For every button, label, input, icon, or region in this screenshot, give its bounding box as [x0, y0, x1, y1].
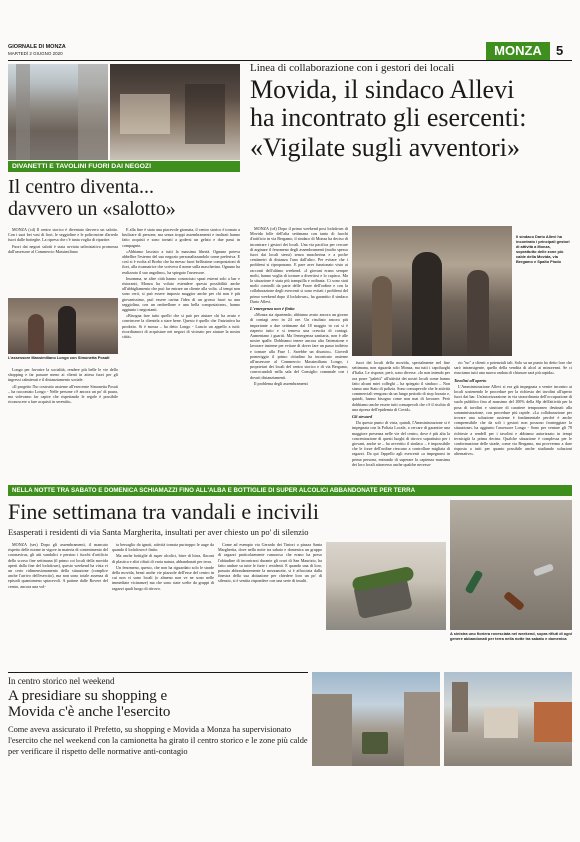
- main-col2-subhead: Gli steward: [352, 414, 373, 420]
- vandali-col3-para1: Come ad esempio via Gerardo dei Tintori o piazza Santa Margherita, dove nella notte tra sabato e domenica un gruppo di ragazzi particolarmente rumoroso che erano ha preso l'abitudine di incontrarsi durante gli orari di San Maurizio, ha fatto andare su tutte le furie i residenti. E quando una di loro, passata abbondantemente la mezzanotte, si è affacciata dalla finestra della sua abitazione per chiedere loro un po' di silenzio, si è sentita rispondere con una serie di insulti.: [218, 542, 322, 584]
- main-col1-subhead: L'emergenza non è finita: [250, 306, 295, 312]
- shopping-body: Come aveva assicurato il Prefetto, su shopping e Movida a Monza ha supervisionato l'esercito che nel weekend con la camionetta ha girato il centro storico e le zone più calde per verificare il rispetto delle normative anti-contagio: [8, 725, 308, 756]
- divani-col2-para3: Insomma, se altre città hanno conosciuto spazi esterni solo a bar e ristoranti, Monza ha voluto estendere questa possibilità anche all'abbigliamento che può far entrare un cliente alla volta. «I tempi non sono certi, si può essere imposto maggior anche per chi non è più giovanissimo, può essere carina l'idea di un grosso fuori su una seggiolina, con un ombrellone e una bella composizione», hanno aggiunto i negozianti.: [122, 275, 240, 313]
- assessore-photo: [8, 298, 118, 354]
- vandali-col1-para1: MONZA (ses) Dopo gli assembramenti, il mancato rispetto delle norme in vigore in materia di contenimento del coronavirus, gli atti vandalici e persino i fuochi d'artificio dello scorso fine settimana (il primo coi locali della movida aperti dalla fine del lockdown), questo weekend ha vista vi un certo ridimensionamento della situazione (complice anche l'arrivo dell'esercito), ma non sono totale assenza di episodi quantomeno spiacevoli. A patirne dalle Rovere del centro, ancora una vol-: [8, 542, 108, 589]
- vandali-deck: Esasperati i residenti di via Santa Margherita, insultati per aver chiesto un po' di silenzio: [8, 527, 309, 537]
- divani-col1-para1: MONZA (cd) Il centro storico è diventato davvero un salotto. Con i suoi bei vasi di fiori, le seggioline e le poltroncine d'arredo fuori dalle botteghe. La ripresa che c'è tanta voglia di ripartire.: [8, 227, 118, 243]
- main-column-1: [250, 226, 348, 480]
- section-tag: [486, 42, 550, 60]
- rifiuti-photo: [450, 500, 572, 630]
- divani-col1-para4: «Il progetto l'ho costruito assieme all'esercente Simonetta Posati – ha raccontato Longo - Nelle persone c'è ancora un po' di paura, ma volevamo far capire che rispettando le regole è possibile riconoscere a fare acquisti in serenità».: [8, 383, 118, 405]
- divani-col1-para2: Fuori dai negozi salotti è stata avviata un'iniziativa promossa dall'assessore al Commercio Massimiliano: [8, 243, 118, 254]
- main-column-3: [454, 360, 572, 480]
- vandali-col2-para1: ta bersaglio da ignoti, attività tornata purtroppo le auge da quando il lockdown è finito.: [112, 542, 214, 553]
- shopping-box: [8, 672, 308, 673]
- main-col1-para2: «Monza sta ripartendo, abbiamo avuto ancora un giorno di contagi zero in 24 ore. Un risultato ancora più importante a due settimane dal 18 maggio in cui si è riaperto tutto e si temeva una crescita di contagi. Aumentano i guariti. Ma l'emergenza sanitaria, non è alle nostre spalle. Dobbiamo tenere ancora alta l'attenzione e lavorare insieme per evitare di dover fare un passo indietro e tornare alla Fase 1. Sarebbe un disastro». Giovedì pomeriggio il primo cittadino ha incontrato assieme all'assessore al Commercio Massimiliano Longo, i proprietari dei locali del centro storico e di via Bergamo, convocandoli nella sala del Consiglio comunale con i dovuti distanziamenti.: [250, 312, 348, 380]
- shopping-headline-1: A presidiare su shopping e: [8, 688, 168, 704]
- main-col2-para1: fuori dei locali della movida, specialmente nel fine settimana, non riguarda solo Monza, ma tutti i capoluoghi d'Italia. Le risposte, però, sono diverse. «Io non intendo per ora porre "paletti" all'attività dei nostri locali come hanno fatto alcuni miei colleghi – ha spiegato il sindaco – Non siamo uno Stato di polizia. Sono consapevole che le attività commerciali vengono da un lungo periodo di stop forzato e, quindi, hanno bisogno come non mai di lavorare. Però dobbiamo anche essere tutti consapevoli che c'è il rischio di una ripresa dell'epidemia di Covid».: [352, 360, 450, 412]
- shop-photo: [110, 64, 240, 160]
- main-kicker: Linea di collaborazione con i gestori dei locali: [250, 62, 455, 74]
- main-col3-para1: rio "no" a clienti o potenziali tali. Solo su un punto ho detto loro che sarò intransigente, quello della vendita di alcol ai minorenni. Se ci riusciamo tutti una nuova ondata di chiusure sarà più rapida».: [454, 360, 572, 376]
- divani-column-2: [122, 227, 240, 479]
- main-col1-para3: Il problema degli assembramenti: [254, 380, 308, 386]
- main-col3-subhead: Tavolini all'aperto: [454, 377, 487, 383]
- divani-col2-para4: «Bisogna fare tutto quello che si può per aiutare chi ha avuto e convincere la clientela a stare bene. Questo è quello che l'iniziativa ha prodotto. Si è mossa – ha detto Longo - Lancio un appello a tutti: ricordiamoci di acquistare nei negozi di vicinato per aiutare la nostra città».: [122, 313, 240, 340]
- divani-col2-para2: «Abbiamo lasciato a tutti la massima libertà. Ognuno poteva abbellire l'esterno del suo negozio personalizzandolo come preferiva. E così si è svolta al Borbo che ha messo fuori bellissime composizioni di fiori, alla ricamatrice che scriveva il nome sulla mascherina. Ognuno ha realizzato il suo angolino», ha spiegato l'assessore.: [122, 248, 240, 275]
- divani-column-1b: [8, 367, 118, 479]
- divani-headline-2: davvero un «salotto»: [8, 198, 176, 220]
- issue-date: MARTEDÌ 2 GIUGNO 2020: [8, 51, 63, 56]
- section-label: MONZA: [494, 43, 542, 58]
- paper-name: GIORNALE DI MONZA: [8, 44, 66, 50]
- army-street-photo: [312, 672, 440, 766]
- meeting-photo-caption: Il sindaco Dario Allevi ha incontrato i principali gestori di attività a Monza, soprattutto delle zone più calde della Movida, via Bergamo e Spalto Piodo: [516, 234, 570, 264]
- header-bar: [8, 42, 572, 61]
- vandali-photo-caption: A sinistra uno fioriera rovesciata nel weekend, sopra rifiuti di ogni genere abbandonati per terra nella notte tra sabato e domenica: [450, 631, 573, 641]
- meeting-photo: [352, 226, 512, 356]
- divani-headline-1: Il centro diventa...: [8, 176, 155, 198]
- vandali-column-1: [8, 542, 108, 670]
- fioriera-photo: [326, 542, 446, 630]
- vandali-col2-para2: Ma anche bottiglie di super alcolici, birre di birra, flaconi di plastica e altri rifiuti di varia natura, abbandonati per terra.: [112, 553, 214, 564]
- divani-col2-para1: E alla fine è stata una piacevole giornata, il centro storico è tornato a brulicare di persone, ma senza troppi assembramenti e inoltrati hanno fatto acquisti e sono tornati a godersi un gelato e due passi in compagnia.: [122, 227, 240, 248]
- vandali-col2-para3: Un fenomeno, questo, che non ha riguardato solo le strade della movida, bensì anche vie piazzole dell'esse del centro in cui non vi sono locali (o almeno non ve ne sono nelle immediate vicinanze) ma che sono state scelte da gruppi di ragazzi quali luogo di ritrovo.: [112, 564, 214, 591]
- vandali-column-2: [112, 542, 214, 670]
- main-headline-2: ha incontrato gli esercenti:: [250, 103, 527, 132]
- divani-kicker-bar: [8, 161, 240, 172]
- divani-kicker: DIVANETTI E TAVOLINI FUORI DAI NEGOZI: [12, 163, 151, 170]
- main-col1-para1: MONZA (cd) Dopo il primo weekend post lockdown di Movida folle dell'alta settimana con tanto di fuochi d'artificio in via Bergamo, il sindaco di Monza ha deciso di incontrare i gestori dei locali. Una via pacifica per cercare di arginare il fenomeno degli assembramenti (molto spesso fuori dai locali stessi) senza mascherina e a poche centimetri di distanza l'uno dall'altro. Per evitare che i problemi si riproponano. E pare aver funzionato visto ai racconti dell'ultimo weekend. «I giovani erano sempre molti, hanno voglia di tornare a divertirsi e lo capisco. Ma la situazione è stata più tranquilla e ordinata. Ci sono stati molti controlli da parte delle Forze dell'ordine e con la collaborazione degli esercenti si sono evitati i problemi del primo weekend dopo il lockdown», ha garantito il sindaco Dario Allevi.: [250, 226, 348, 304]
- vandali-kicker: NELLA NOTTE TRA SABATO E DOMENICA SCHIAMAZZI FINO ALL'ALBA E BOTTIGLIE DI SUPER ALCOLICI ABBANDONATE PER TERRA: [12, 487, 416, 494]
- street-photo: [8, 64, 108, 160]
- main-col3-para2: L'Amministrazione Allevi si era già impegnata a venire incontro ai locali sostenendo le procedure per la richiesta dei tavolini all'aperto fuori dai bar. Un'autorizzazione in via straordinaria dell'occupazione di suolo pubblico fino al massimo del 100% della Slp dell'attività per la posa di tavolini e strutture di carattere temporaneo destinati alla somministrazione, con procedure più rapide. «La collaborazione per trovare una soluzione assieme è fondamentale perché è anche comprensibile che da soli i gestori non possono fronteggiare la situazione» ha aggiunto l'assessore Longo - Sono per ventare gli 78 richieste a rendell per i tavolini e abbiamo autorizzato in tempi tecnicigià la prima decina. Qualche situazione è complessa per le conformazione delle strade, come via Bergamo, ma provvermo a dare risposta a tutti per quanto possibile anche studiando soluzioni alternative».: [454, 383, 572, 457]
- main-col2-para2: Da questo punto di vista, quindi, l'Amministrazione si è impegnata con la Polizia Locale, a cercare di garantire una maggiore presenza nelle vie del centro, dove è più alta la concentrazione di questi luoghi di ritrovo soprattutto per i giovani, anche se – ha avvertito il sindaco – è impossibile che le forze dell'ordine riescano a controllare migliaia di ragazzi. Da qui l'appello agli esercenti «a impegnarsi in prima persona, entrando di superare la capienza massima dei loro locali attraverso anche qualche necessa-: [352, 420, 450, 467]
- assessore-photo-caption: L'assessore Massimiliano Longo con Simonetta Posati: [8, 355, 110, 360]
- main-headline-1: Movida, il sindaco Allevi: [250, 75, 515, 104]
- piazza-photo: [444, 672, 572, 766]
- vandali-kicker-band: [8, 485, 572, 496]
- vandali-headline: Fine settimana tra vandali e incivili: [8, 499, 319, 524]
- divani-column-1: [8, 227, 118, 296]
- page-number: 5: [556, 43, 564, 58]
- shopping-headline-2: Movida c'è anche l'esercito: [8, 704, 171, 720]
- shopping-kicker: In centro storico nel weekend: [8, 676, 115, 686]
- vandali-column-3: [218, 542, 322, 670]
- main-headline-3: «Vigilate sugli avventori»: [250, 133, 520, 162]
- main-column-2: [352, 360, 450, 480]
- divani-col1-para3: Longo per favorire la socialità, rendere più belle le vie dello shopping e far passare meno ai clienti in attesa fuori per gli ingressi calmierati e il distanziamento sociale.: [8, 367, 118, 383]
